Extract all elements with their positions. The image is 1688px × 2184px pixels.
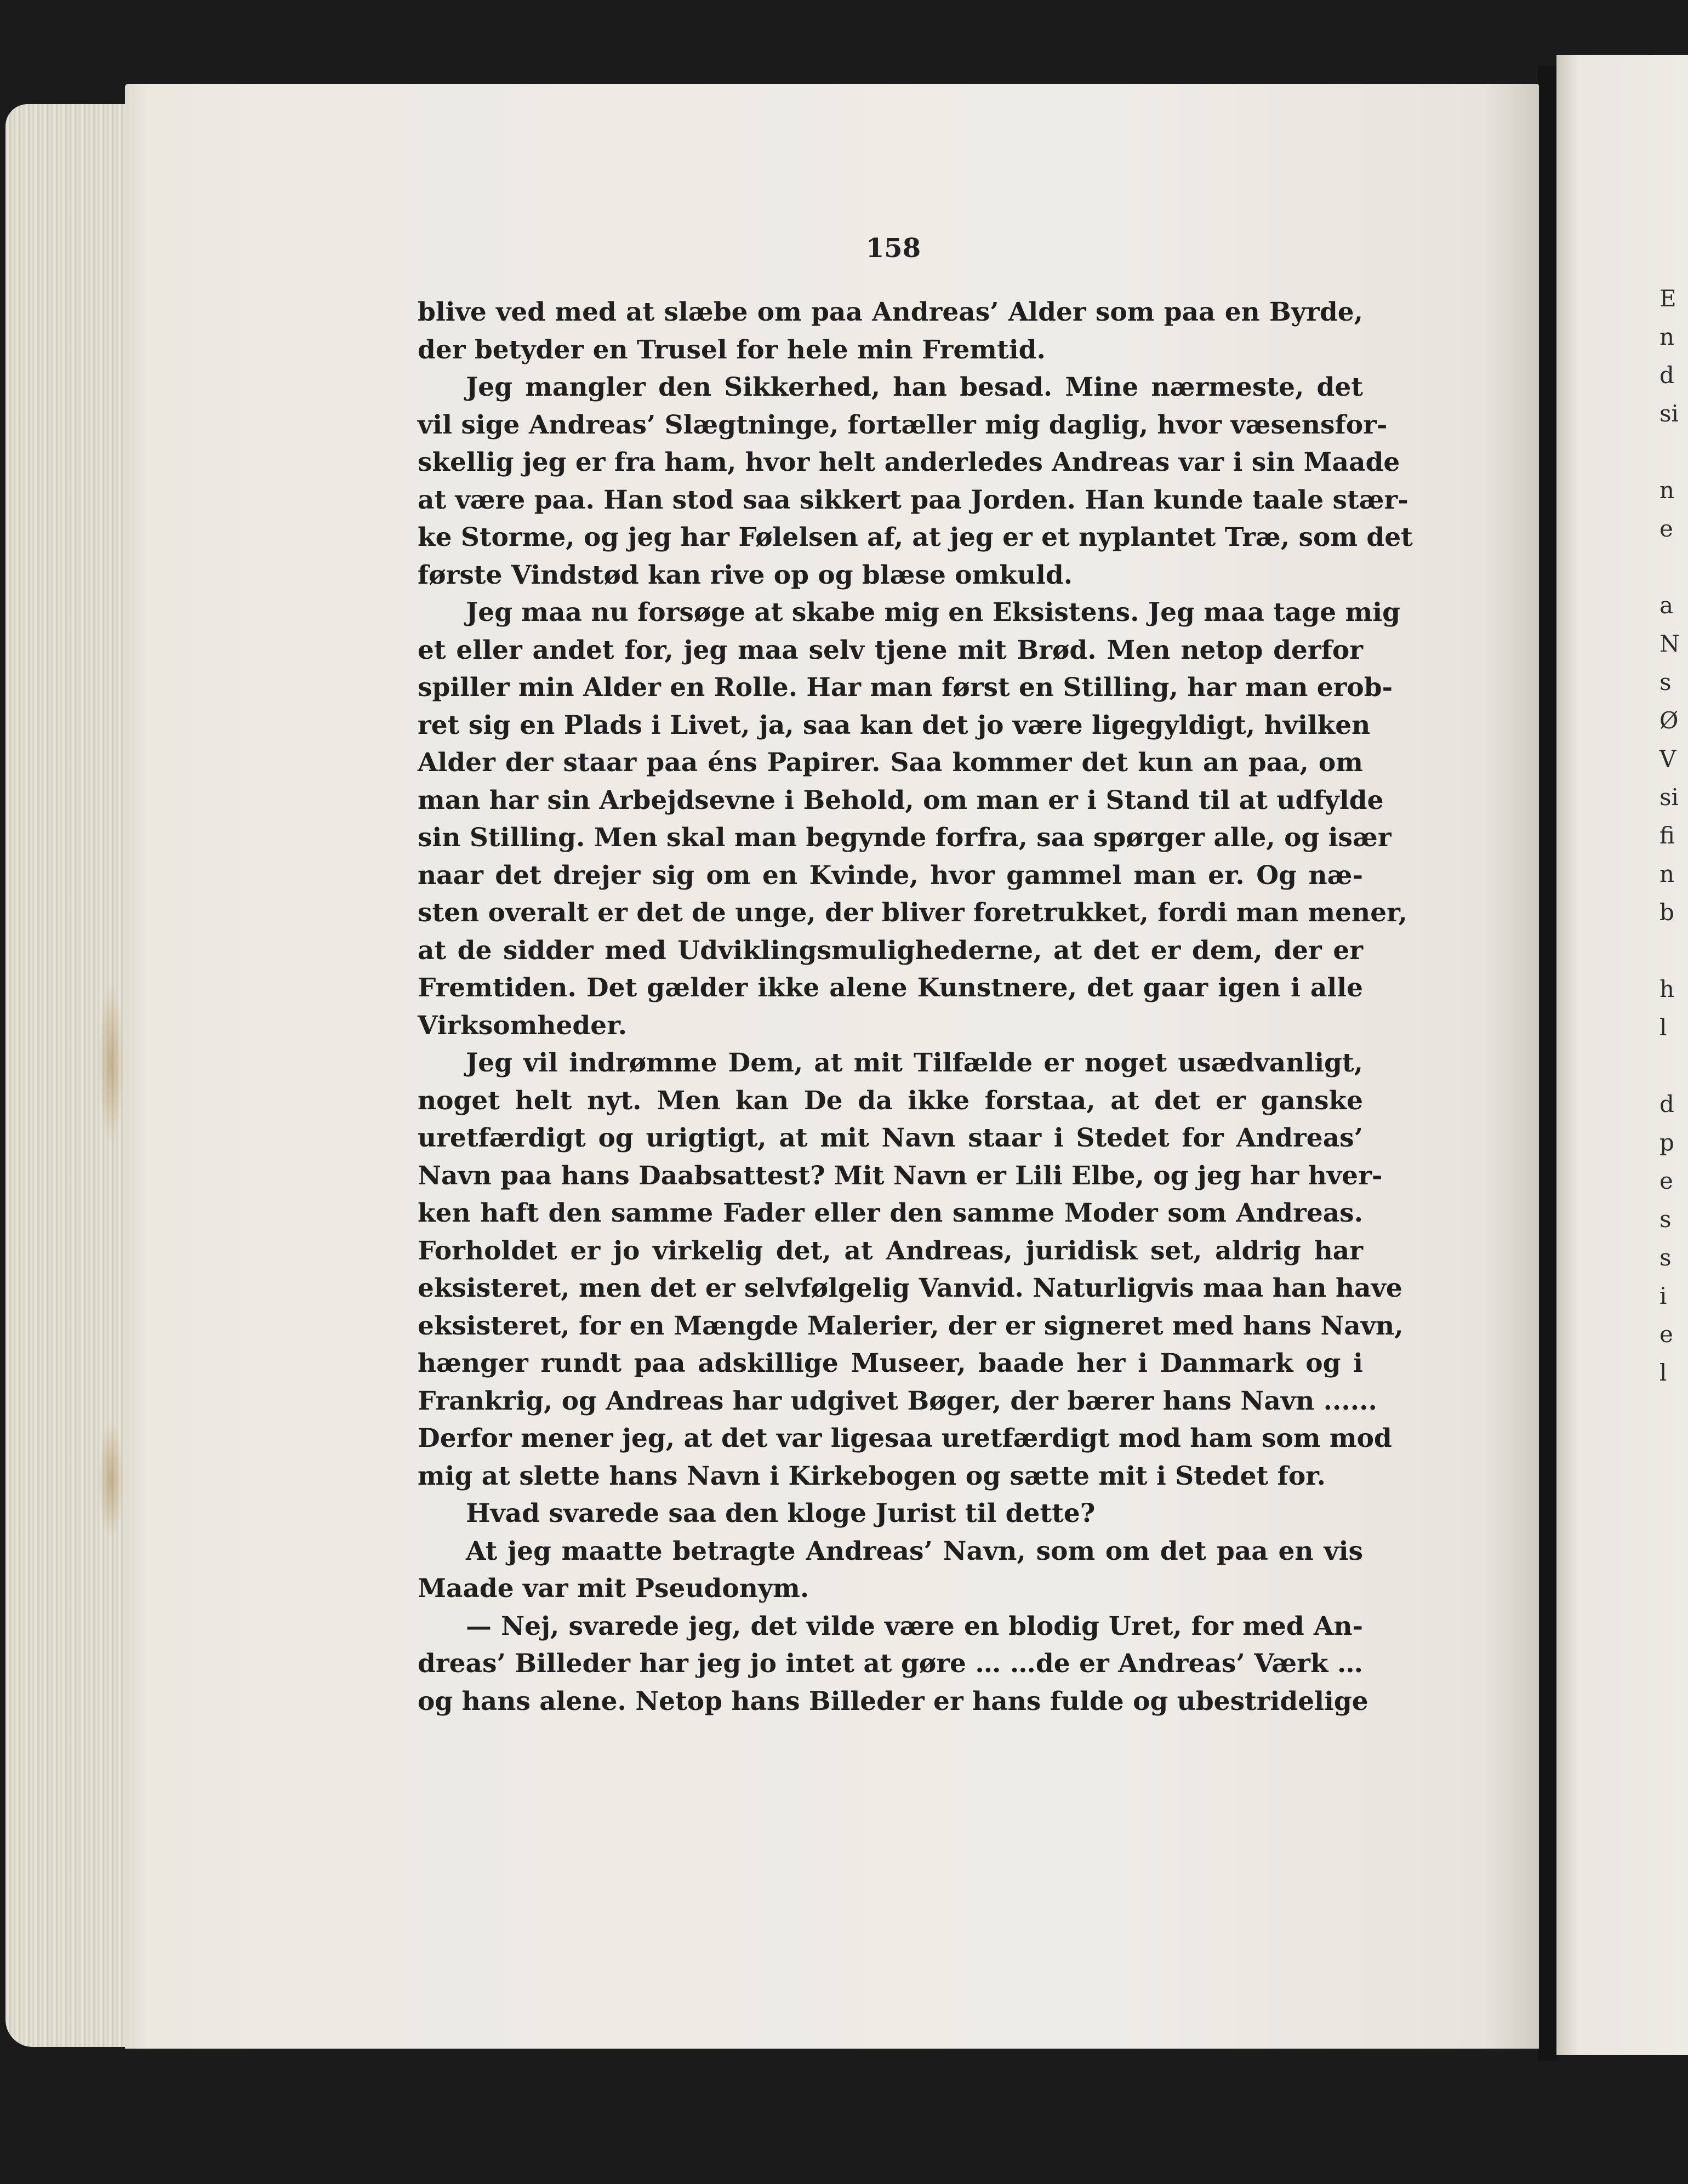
paragraph xyxy=(418,1045,1404,1495)
text-line: mig at slette hans Navn i Kirkebogen og sætte mit i Stedet for. xyxy=(418,1461,1326,1491)
text-line: Hvad svarede saa den kloge Jurist til dette? xyxy=(466,1498,1096,1529)
text-line: skellig jeg er fra ham, hvor helt anderledes Andreas var i sin Maade xyxy=(418,447,1400,477)
right-page-fragment: si xyxy=(1660,784,1679,811)
right-page-fragment: s xyxy=(1660,1206,1672,1233)
text-line: — Nej, svarede jeg, det vilde være en blodig Uret, for med An- xyxy=(466,1611,1363,1641)
right-page-fragment: E xyxy=(1660,285,1676,312)
text-line: naar det drejer sig om en Kvinde, hvor gammel man er. Og næ- xyxy=(418,860,1363,891)
right-page-fragment: s xyxy=(1660,1244,1672,1271)
edge-stain xyxy=(99,1419,123,1540)
text-line: et eller andet for, jeg maa selv tjene mit Brød. Men netop derfor xyxy=(418,635,1363,665)
right-page-fragment: s xyxy=(1660,669,1672,695)
right-page-fragment: l xyxy=(1660,1014,1667,1041)
paragraph xyxy=(418,594,1407,1045)
text-line: eksisteret, men det er selvfølgelig Vanvid. Naturligvis maa han have xyxy=(418,1273,1402,1303)
text-line: dreas’ Billeder har jeg jo intet at gøre … …de er Andreas’ Værk … xyxy=(418,1649,1363,1679)
right-page-fragment: n xyxy=(1660,323,1675,350)
right-page-fragment: n xyxy=(1660,477,1675,504)
page-edges xyxy=(5,104,142,2047)
text-line: sin Stilling. Men skal man begynde forfra, saa spørger alle, og især xyxy=(418,823,1392,853)
page-number: 158 xyxy=(865,233,921,264)
right-page-fragment: e xyxy=(1660,1321,1673,1348)
text-line: man har sin Arbejdsevne i Behold, om man er i Stand til at udfylde xyxy=(418,785,1384,816)
text-line: ken haft den samme Fader eller den samme Moder som Andreas. xyxy=(418,1198,1363,1228)
text-line: Forholdet er jo virkelig det, at Andreas, juridisk set, aldrig har xyxy=(418,1235,1363,1266)
right-page-fragment: h xyxy=(1660,976,1675,1002)
text-line: første Vindstød kan rive op og blæse omkuld. xyxy=(418,560,1073,590)
text-line: at de sidder med Udviklingsmulighederne, at det er dem, der er xyxy=(418,935,1363,966)
right-page-fragment: e xyxy=(1660,1167,1673,1194)
text-line: Maade var mit Pseudonym. xyxy=(418,1573,809,1604)
right-page-fragment: d xyxy=(1660,362,1674,389)
paragraph xyxy=(418,369,1413,594)
right-page-fragment: b xyxy=(1660,899,1674,926)
text-line: og hans alene. Netop hans Billeder er hans fulde og ubestridelige xyxy=(418,1686,1368,1717)
paragraph xyxy=(418,1533,1363,1608)
text-line: vil sige Andreas’ Slægtninge, fortæller mig daglig, hvor væsensfor- xyxy=(418,409,1388,440)
text-line: Navn paa hans Daabsattest? Mit Navn er Lili Elbe, og jeg har hver- xyxy=(418,1160,1383,1191)
text-line: noget helt nyt. Men kan De da ikke forstaa, at det er ganske xyxy=(418,1085,1363,1116)
text-line: sten overalt er det de unge, der bliver foretrukket, fordi man mener, xyxy=(418,898,1407,928)
book-gutter xyxy=(1537,66,1558,2061)
text-line: at være paa. Han stod saa sikkert paa Jorden. Han kunde taale stær- xyxy=(418,484,1408,515)
paragraph xyxy=(418,294,1363,369)
text-line: uretfærdigt og urigtigt, at mit Navn staar i Stedet for Andreas’ xyxy=(418,1123,1363,1153)
text-line: der betyder en Trusel for hele min Fremtid. xyxy=(418,334,1046,365)
edge-stain xyxy=(99,981,123,1145)
text-line: Jeg maa nu forsøge at skabe mig en Eksistens. Jeg maa tage mig xyxy=(466,597,1400,628)
text-line: ke Storme, og jeg har Følelsen af, at jeg er et nyplantet Træ, som det xyxy=(418,522,1413,552)
text-line: blive ved med at slæbe om paa Andreas’ Alder som paa en Byrde, xyxy=(418,297,1363,327)
text-line: spiller min Alder en Rolle. Har man først en Stilling, har man erob- xyxy=(418,672,1393,703)
body-text xyxy=(418,294,1413,1720)
text-line: Alder der staar paa éns Papirer. Saa kommer det kun an paa, om xyxy=(418,748,1363,778)
text-line: ret sig en Plads i Livet, ja, saa kan det jo være ligegyldigt, hvilken xyxy=(418,710,1371,740)
right-page-fragment: n xyxy=(1660,860,1675,887)
text-line: Frankrig, og Andreas har udgivet Bøger, der bærer hans Navn ...... xyxy=(418,1385,1377,1416)
right-page-fragment: N xyxy=(1660,630,1680,657)
text-line: Virksomheder. xyxy=(418,1010,628,1041)
text-line: eksisteret, for en Mængde Malerier, der er signeret med hans Navn, xyxy=(418,1310,1404,1341)
text-line: Fremtiden. Det gælder ikke alene Kunstnere, det gaar igen i alle xyxy=(418,973,1363,1003)
right-page-fragment: fi xyxy=(1660,822,1675,849)
right-page-fragment: Ø xyxy=(1660,707,1679,734)
right-page-fragment: a xyxy=(1660,592,1674,619)
text-line: hænger rundt paa adskillige Museer, baade her i Danmark og i xyxy=(418,1348,1363,1378)
right-page-fragment: e xyxy=(1660,515,1673,542)
text-line: Jeg vil indrømme Dem, at mit Tilfælde er noget usædvanligt, xyxy=(466,1048,1363,1078)
text-line: Jeg mangler den Sikkerhed, han besad. Mine nærmeste, det xyxy=(466,372,1363,402)
right-page-fragment: V xyxy=(1660,745,1676,772)
paragraph xyxy=(418,1495,1363,1533)
right-page-fragment: d xyxy=(1660,1091,1674,1117)
right-page-fragment: si xyxy=(1660,400,1679,427)
right-page-fragment: i xyxy=(1660,1282,1667,1309)
right-page-fragment: l xyxy=(1660,1359,1667,1386)
right-page xyxy=(1556,55,1688,2055)
text-line: At jeg maatte betragte Andreas’ Navn, som om det paa en vis xyxy=(466,1536,1363,1566)
right-page-fragment: p xyxy=(1660,1129,1674,1156)
text-line: Derfor mener jeg, at det var ligesaa uretfærdigt mod ham som mod xyxy=(418,1423,1392,1453)
paragraph xyxy=(418,1608,1368,1721)
